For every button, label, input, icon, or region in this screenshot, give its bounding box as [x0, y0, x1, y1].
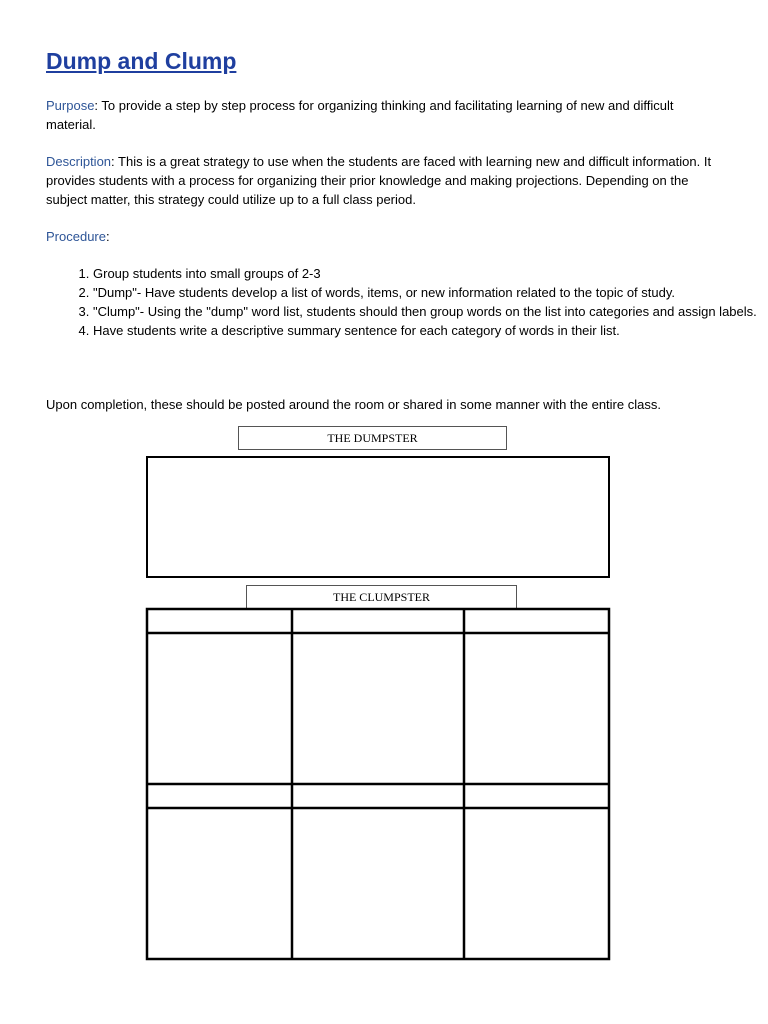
procedure-label: Procedure — [46, 229, 106, 244]
procedure-step-3: 3. "Clump"- Using the "dump" word list, students should then group words on the list into categories and assign labels. — [93, 302, 768, 321]
procedure-colon: : — [105, 229, 110, 244]
page-title: Dump and Clump — [46, 48, 237, 74]
purpose-text: : To provide a step by step process for organizing thinking and facilitating learning of new and difficult material. — [46, 98, 674, 132]
procedure-step-1: 1. Group students into small groups of 2-3 — [93, 264, 768, 283]
clumpster-label: THE CLUMPSTER — [246, 585, 517, 609]
completion-note: Upon completion, these should be posted around the room or shared in some manner with the entire class. — [46, 397, 661, 412]
purpose-label: Purpose — [46, 98, 95, 113]
procedure-step-4: 4. Have students write a descriptive summary sentence for each category of words in their list. — [93, 321, 768, 340]
description-text: : This is a great strategy to use when the students are faced with learning new and difficult information. It provides students with a process for organizing their prior knowledge and making projections. Depending on the subject matter, this strategy could utilize up to a full class period. — [46, 154, 712, 207]
description-label: Description — [46, 154, 112, 169]
procedure-step-2: 2. "Dump"- Have students develop a list of words, items, or new information related to the topic of study. — [93, 283, 768, 302]
dumpster-label: THE DUMPSTER — [238, 426, 507, 450]
